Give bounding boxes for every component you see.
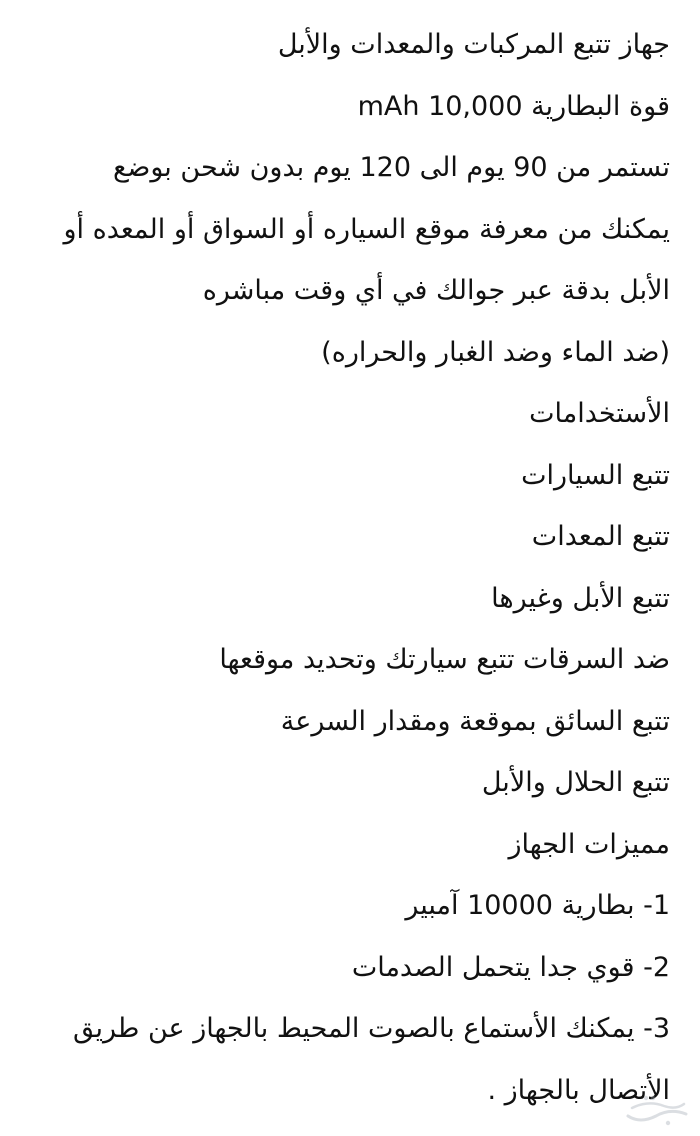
feature-item-3-continued: الأتصال بالجهاز . xyxy=(487,1074,670,1106)
resistance-line: (ضد الماء وضد الغبار والحراره) xyxy=(321,336,670,368)
features-heading: مميزات الجهاز xyxy=(508,828,670,860)
use-item-driver: تتبع السائق بموقعة ومقدار السرعة xyxy=(280,705,670,737)
battery-duration-line: تستمر من 90 يوم الى 120 يوم بدون شحن بوضع xyxy=(113,152,670,183)
feature-item-3: 3- يمكنك الأستماع بالصوت المحيط بالجهاز عن طريق xyxy=(72,1013,670,1044)
use-item-anti-theft: ضد السرقات تتبع سيارتك وتحديد موقعها xyxy=(219,644,670,675)
listing-description xyxy=(40,14,670,1121)
use-item-camels: تتبع الأبل وغيرها xyxy=(491,582,670,614)
feature-item-2: 2- قوي جدا يتحمل الصدمات xyxy=(351,951,670,983)
uses-heading: الأستخدامات xyxy=(529,398,670,429)
battery-capacity-line: قوة البطارية 10,000 mAh xyxy=(357,90,670,122)
title-line: جهاز تتبع المركبات والمعدات والأبل xyxy=(277,29,670,60)
haraj-watermark-logo xyxy=(622,1090,692,1130)
use-item-livestock: تتبع الحلال والأبل xyxy=(481,767,670,798)
location-tracking-line-continued: الأبل بدقة عبر جوالك في أي وقت مباشره xyxy=(202,275,670,306)
use-item-equipment: تتبع المعدات xyxy=(531,521,670,552)
location-tracking-line: يمكنك من معرفة موقع السياره أو السواق أو المعده أو xyxy=(63,213,670,245)
use-item-cars: تتبع السيارات xyxy=(521,459,670,491)
feature-item-1: 1- بطارية 10000 آمبير xyxy=(405,890,670,921)
